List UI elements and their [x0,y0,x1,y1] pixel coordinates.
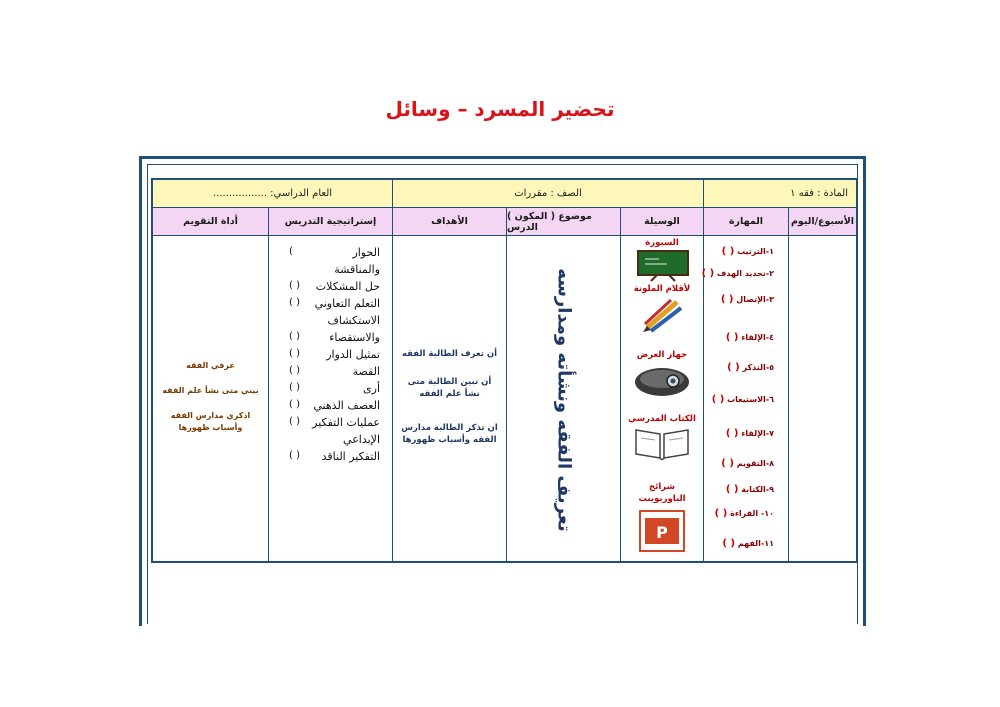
topic-cell [506,236,620,563]
strategy-label: عمليات التفكير [312,416,380,429]
skill-5: ٥-التذكر ( ) [727,362,774,373]
strategy-label: العصف الذهني [313,399,380,412]
objective-2b: نشأ علم الفقه [419,389,480,399]
grade-label: الصف : مقررات [514,188,582,199]
skill-3: ٣-الإتصال ( ) [720,294,774,305]
svg-text:P: P [656,523,668,542]
strategy-mark: ( ) [289,280,300,291]
strategy-mark: ( ) [289,297,300,308]
skill-10: ١٠- القراءة ( ) [714,508,774,519]
strategy-label: التعلم التعاوني [314,297,380,310]
evaluation-cell [153,236,268,563]
strategy-label: الحوار [352,246,380,259]
objective-2a: أن تبين الطالبة متى [407,377,492,387]
strategy-mark: ( ) [289,331,300,342]
subject-cell [703,180,856,208]
col-objectives: الأهداف [392,208,506,236]
tool-slides-label-1: شرائح [649,482,675,492]
subject-label: المادة : فقه ١ [790,188,848,199]
objective-1: أن تعرف الطالبة الفقه [401,349,498,359]
chalkboard-icon [637,250,689,282]
strategy-label: والمناقشة [334,263,380,276]
objective-3b: الفقه وأسباب ظهورها [402,435,497,445]
skill-8: ٨-التقويم ( ) [721,458,774,469]
tools-cell [620,236,703,563]
strategy-mark: ( ) [289,416,300,427]
strategy-label: تمثيل الدوار [326,348,380,361]
strategy-label: القصة [352,365,380,378]
strategy-label: أرى [363,382,380,395]
strategy-mark: ( ) [289,382,300,393]
skill-7: ٧-الإلقاء ( ) [725,428,774,439]
tool-slides-label-2: الباوربوينت [638,494,686,504]
strategy-mark: ( ) [289,365,300,376]
evaluation-3a: اذكري مدارس الفقه [170,411,251,420]
projector-icon [633,364,691,398]
skill-4: ٤-الإلقاء ( ) [725,332,774,343]
strategy-mark: ( [289,246,293,257]
powerpoint-icon [639,510,685,552]
evaluation-3b: وأسباب ظهورها [178,423,243,432]
col-evaluation: أداة التقويم [153,208,268,236]
skills-cell [703,236,788,563]
tool-book-label: الكتاب المدرسي [628,414,696,424]
strategy-label: الاستكشاف [327,314,380,327]
page-title: تحضير المسرد – وسائل [385,97,615,121]
col-skill: المهارة [703,208,788,236]
lesson-plan-table [151,178,858,563]
strategy-label: والاستقصاء [329,331,380,344]
evaluation-2: بيني متى نشأ علم الفقه [162,386,259,395]
objectives-cell [392,236,506,563]
year-cell [153,180,392,208]
strategy-label: حل المشكلات [315,280,380,293]
evaluation-1: عرفي الفقه [186,361,235,370]
skill-11: ١١-الفهم ( ) [722,538,774,549]
strategy-mark: ( ) [289,450,300,461]
skill-6: ٦-الاستيعاب ( ) [711,394,774,405]
grade-cell [392,180,703,208]
objective-3a: ان تذكر الطالبة مدارس [401,423,498,433]
skill-1: ١-الترتيب ( ) [721,246,774,257]
col-topic: ( المكون ) موضوع الدرس [506,208,620,236]
lesson-topic: تعريف الفقه ونشأته ومدارسه [553,267,574,532]
col-week: الأسبوع/اليوم [788,208,856,236]
skill-2: ٢-تحديد الهدف ( ) [701,268,774,279]
skill-9: ٩-الكتابة ( ) [725,484,774,495]
strategy-cell [268,236,392,563]
year-label: العام الدراسي: ................. [212,188,333,199]
strategy-mark: ( ) [289,399,300,410]
col-strategy: إستراتيجية التدريس [268,208,392,236]
col-tool: الوسيلة [620,208,703,236]
strategy-label: الإبداعي [343,433,380,446]
colored-pencils-icon [641,298,685,334]
tool-board-label: السبورة [645,238,679,248]
open-book-icon [633,428,691,462]
strategy-mark: ( ) [289,348,300,359]
tool-pens-label: لأقلام الملونة [633,284,691,294]
tool-projector-label: جهاز العرض [636,350,688,360]
strategy-label: التفكير الناقد [321,450,380,463]
week-cell [788,236,856,563]
